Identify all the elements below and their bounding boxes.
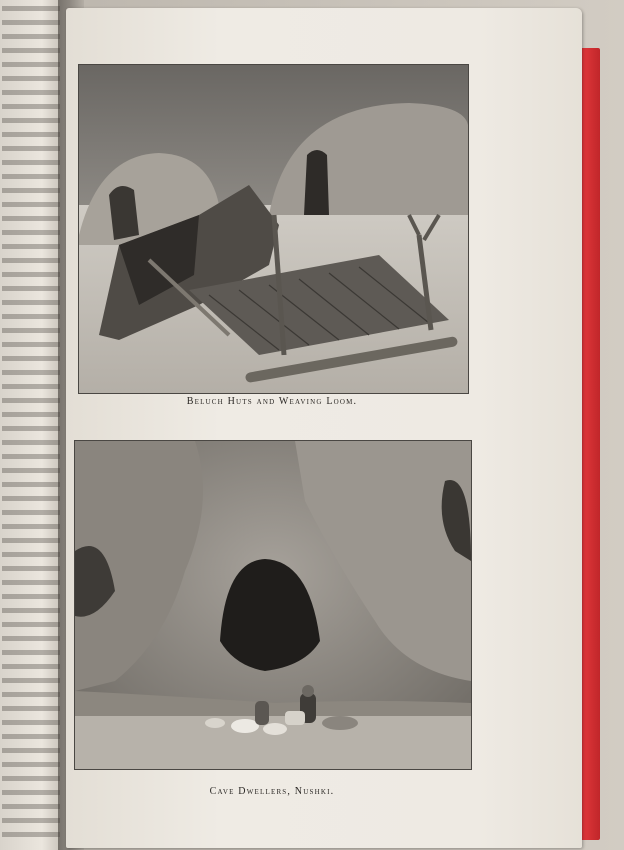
left-page-text-lines [2,6,60,846]
photo-beluch-huts [78,64,469,394]
photo-caption: Cave Dwellers, Nushki. [209,786,335,797]
photo-caption: Beluch Huts and Weaving Loom. [186,396,358,407]
photo-cave-dwellers [74,440,472,770]
